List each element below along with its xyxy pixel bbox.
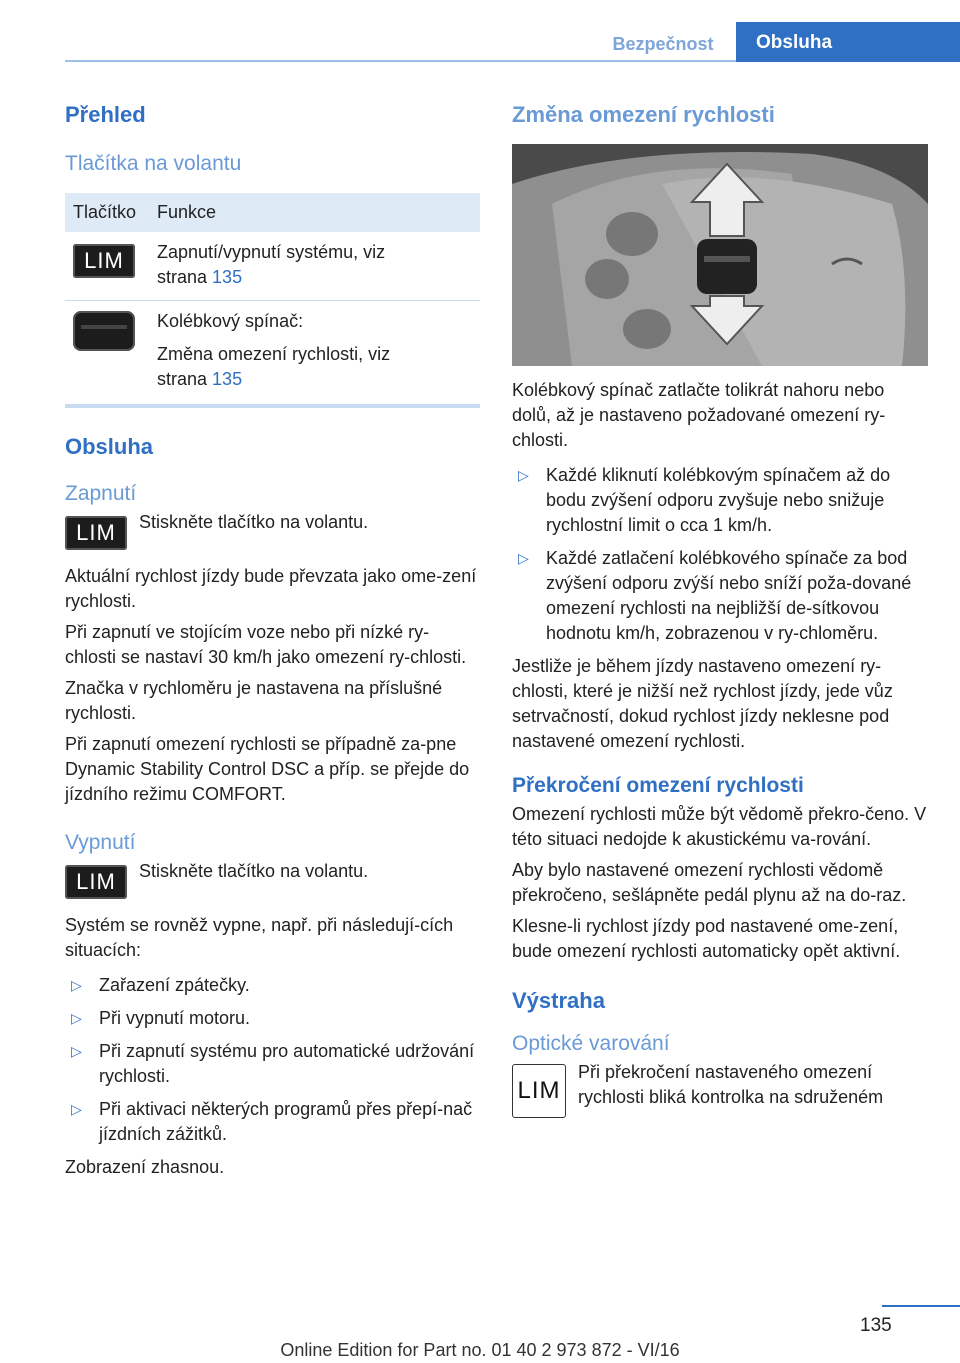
table-row (65, 301, 480, 403)
paragraph: Aby bylo nastavené omezení rychlosti vědomě překročeno, sešlápněte pedál plynu až na do-raz. (512, 860, 907, 905)
row1-strana: strana (157, 267, 208, 287)
rocker-list (512, 463, 928, 646)
paragraph: Kolébkový spínač zatlačte tolikrát nahoru nebo dolů, až je nastaveno požadované omezení ry-chlosti. (512, 380, 886, 450)
list-item: ▷ Zařazení zpátečky. (65, 973, 480, 998)
lim-button-icon: LIM (73, 244, 135, 278)
table-header-button: Tlačítko (65, 193, 149, 232)
table-header-function: Funkce (149, 193, 480, 232)
paragraph: Omezení rychlosti může být vědomě překro-čeno. V této situaci nedojde k akustickému va-rování. (512, 804, 927, 849)
rocker-switch-icon (73, 311, 135, 351)
row2-strana: strana (157, 369, 208, 389)
triangle-bullet-icon: ▷ (71, 1010, 82, 1026)
footer-rule (882, 1305, 960, 1307)
heading-obsluha: Obsluha (65, 434, 154, 459)
buttons-table (65, 193, 480, 402)
lim-button-icon: LIM (65, 865, 127, 899)
paragraph: Při zapnutí omezení rychlosti se případně za-pne Dynamic Stability Control DSC a příp. se přejde do jízdního režimu COMFORT. (65, 734, 470, 804)
opticke-text: Při překročení nastaveného omezení rychlosti bliká kontrolka na sdruženém (578, 1062, 884, 1107)
vypnuti-list (65, 973, 480, 1147)
table-bottom-rule (65, 404, 480, 408)
steering-wheel-photo (512, 144, 928, 366)
row2-text1: Kolébkový spínač: (157, 311, 304, 331)
heading-zmena: Změna omezení rychlosti (512, 102, 775, 127)
tab-bezpecnost[interactable]: Bezpečnost (612, 34, 714, 54)
heading-opticke: Optické varování (512, 1032, 670, 1055)
row1-page-link[interactable]: 135 (212, 267, 243, 287)
triangle-bullet-icon: ▷ (518, 550, 529, 566)
list-item: ▷ Každé zatlačení kolébkového spínače za bod zvýšení odporu zvýší nebo sníží poža-dované omezení rychlosti na nejbližší de-sítkovou hodnotu km/h, zobrazenou v ry-chloměru. (518, 548, 912, 643)
heading-vystraha: Výstraha (512, 988, 605, 1013)
list-item: ▷ Při aktivaci některých programů přes přepí-nač jízdních zážitků. (71, 1099, 473, 1144)
lim-indicator-icon: LIM (512, 1064, 566, 1118)
vypnuti-text: Stiskněte tlačítko na volantu. (139, 861, 369, 881)
left-column (65, 100, 480, 1186)
heading-tlacitka: Tlačítka na volantu (65, 152, 242, 175)
list-item: ▷ Každé kliknutí kolébkovým spínačem až do bodu zvýšení odporu zvyšuje nebo snižuje rychlostní limit o cca 1 km/h. (518, 465, 891, 535)
tab-obsluha[interactable]: Obsluha (736, 22, 960, 62)
page-number: 135 (860, 1315, 892, 1336)
paragraph: Při zapnutí ve stojícím voze nebo při nízké ry-chlosti se nastaví 30 km/h jako omezení ry-chlosti. (65, 622, 467, 667)
paragraph: Zobrazení zhasnou. (65, 1157, 225, 1177)
zapnuti-instruction (65, 510, 480, 550)
table-row (65, 232, 480, 301)
row2-page-link[interactable]: 135 (212, 369, 243, 389)
edition-footer: Online Edition for Part no. 01 40 2 973 872 - VI/16 (280, 1340, 680, 1360)
paragraph: Aktuální rychlost jízdy bude převzata jako ome-zení rychlosti. (65, 566, 477, 611)
paragraph: Systém se rovněž vypne, např. při následují-cích situacích: (65, 915, 454, 960)
right-column (512, 100, 928, 1126)
triangle-bullet-icon: ▷ (518, 467, 529, 483)
list-item: ▷ Při vypnutí motoru. (65, 1006, 480, 1031)
vypnuti-instruction (65, 859, 480, 899)
heading-prehled: Přehled (65, 102, 146, 127)
heading-vypnuti: Vypnutí (65, 831, 136, 854)
triangle-bullet-icon: ▷ (71, 977, 82, 993)
heading-prekroceni: Překročení omezení rychlosti (512, 774, 804, 797)
paragraph: Klesne-li rychlost jízdy pod nastavené ome-zení, bude omezení rychlosti automaticky opět aktivní. (512, 916, 901, 961)
opticke-varovani (512, 1060, 928, 1118)
steering-wheel-illustration (512, 144, 928, 366)
heading-zapnuti: Zapnutí (65, 482, 137, 505)
paragraph: Značka v rychloměru je nastavena na příslušné rychlosti. (65, 678, 443, 723)
paragraph: Jestliže je během jízdy nastaveno omezení ry-chlosti, které je nižší než rychlost jízdy, jede vůz setrvačností, dokud rychlost jízdy neklesne pod nastavené omezení rychlosti. (512, 656, 893, 751)
zapnuti-text: Stiskněte tlačítko na volantu. (139, 512, 369, 532)
triangle-bullet-icon: ▷ (71, 1043, 82, 1059)
triangle-bullet-icon: ▷ (71, 1101, 82, 1117)
list-item: ▷ Při zapnutí systému pro automatické udržování rychlosti. (71, 1041, 475, 1086)
row2-text2: Změna omezení rychlosti, viz (157, 344, 391, 364)
row1-text: Zapnutí/vypnutí systému, viz (157, 242, 386, 262)
lim-button-icon: LIM (65, 516, 127, 550)
